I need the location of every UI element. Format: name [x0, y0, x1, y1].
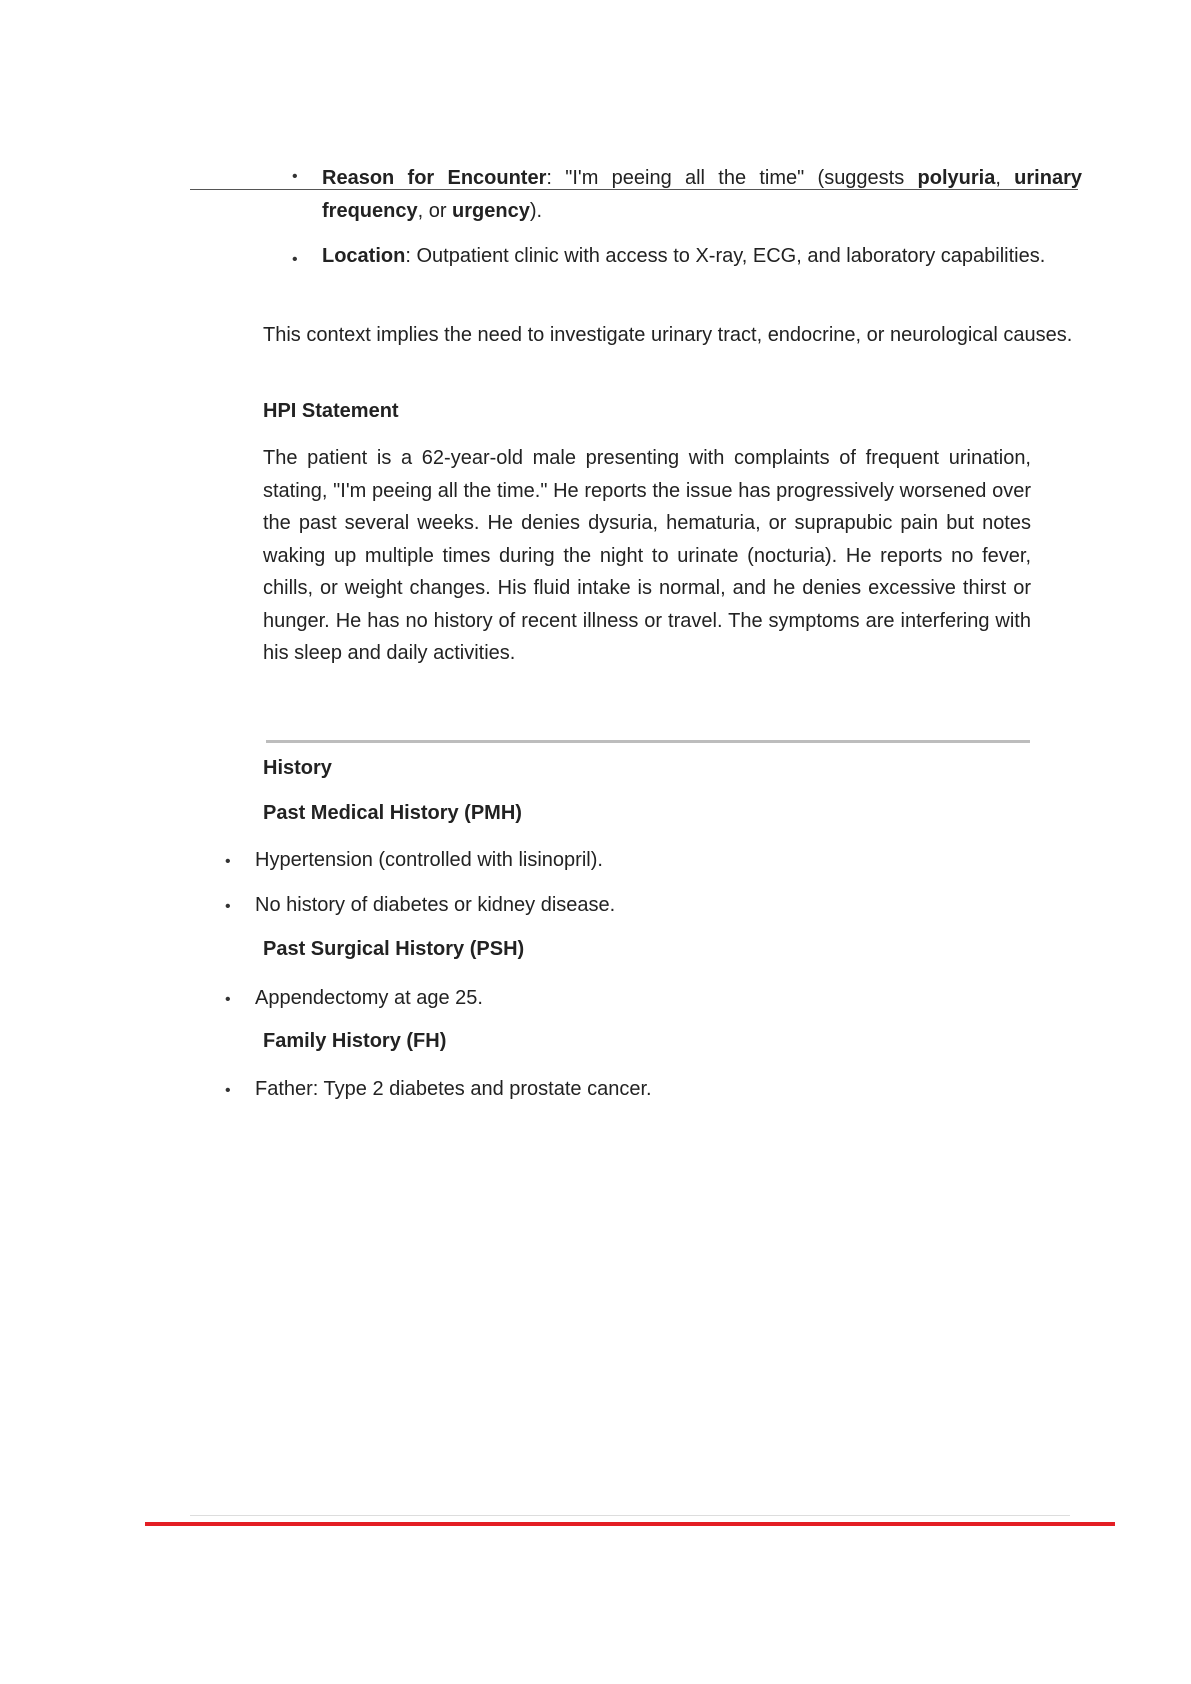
bullet-marker: • [225, 991, 231, 1008]
bullet-marker: • [225, 1082, 231, 1099]
pmh-heading: Past Medical History (PMH) [263, 802, 522, 824]
context-paragraph: This context implies the need to investigate urinary tract, endocrine, or neurological causes. [263, 324, 1073, 346]
fh-item-1: Father: Type 2 diabetes and prostate cancer. [255, 1078, 652, 1100]
reason-label: Reason for Encounter [322, 167, 547, 189]
location-label: Location [322, 245, 406, 267]
psh-heading: Past Surgical History (PSH) [263, 938, 525, 960]
pmh-item-1: Hypertension (controlled with lisinopril). [255, 849, 603, 871]
reason-for-encounter-item: Reason for Encounter: "I'm peeing all the time" (suggests polyuria, urinary frequency, or urgency). [322, 167, 1082, 222]
history-heading: History [263, 757, 332, 779]
bullet-marker: • [225, 898, 231, 915]
hpi-paragraph: The patient is a 62-year-old male presenting with complaints of frequent urination, stating, "I'm peeing all the time." He reports the issue has progressively worsened over the past several weeks. He denies dysuria, hematuria, or suprapubic pain but notes waking up multiple times during the night to urinate (nocturia). He reports no fever, chills, or weight changes. His fluid intake is normal, and he denies excessive thirst or hunger. He has no history of recent illness or travel. The symptoms are interfering with his sleep and daily activities. [263, 447, 1031, 664]
footer-red-rule [145, 1522, 1115, 1526]
psh-item-1: Appendectomy at age 25. [255, 987, 483, 1009]
bullet-marker: • [292, 251, 298, 268]
section-divider [266, 740, 1030, 743]
location-item: Location: Outpatient clinic with access to X-ray, ECG, and laboratory capabilities. [322, 245, 1046, 267]
hpi-heading: HPI Statement [263, 400, 399, 422]
bullet-marker: • [292, 168, 298, 185]
footer-thin-rule [190, 1515, 1070, 1516]
bullet-marker: • [225, 853, 231, 870]
fh-heading: Family History (FH) [263, 1030, 447, 1052]
pmh-item-2: No history of diabetes or kidney disease. [255, 894, 616, 916]
